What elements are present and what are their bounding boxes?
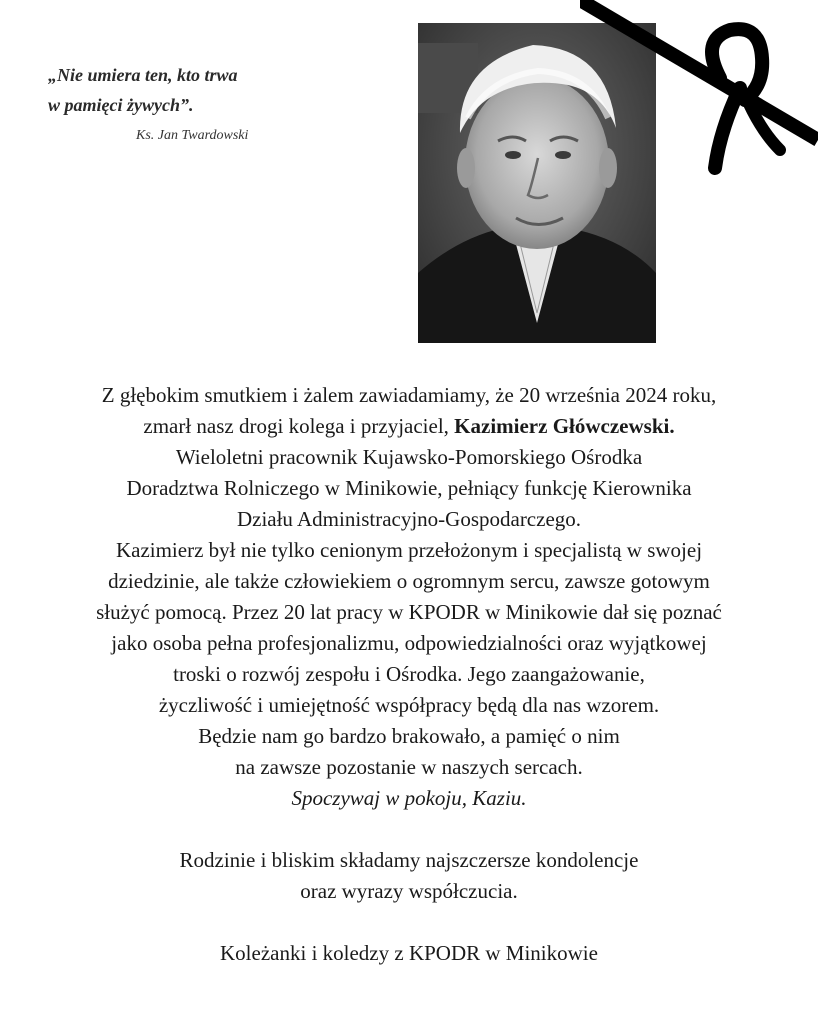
obituary-line: jako osoba pełna profesjonalizmu, odpowiedzialności oraz wyjątkowej — [111, 631, 707, 655]
epigraph — [48, 60, 348, 146]
deceased-name: Kazimierz Główczewski. — [454, 414, 675, 438]
obituary-line: Z głębokim smutkiem i żalem zawiadamiamy, że 20 września 2024 roku, — [101, 383, 717, 407]
mourning-ribbon-icon — [580, 0, 818, 190]
obituary-line: Wieloletni pracownik Kujawsko-Pomorskiego Ośrodka — [175, 445, 643, 469]
obituary-line: na zawsze pozostanie w naszych sercach. — [235, 755, 583, 779]
obituary-line: życzliwość i umiejętność współpracy będą dla nas wzorem. — [158, 693, 660, 717]
obituary-line: Kazimierz był nie tylko cenionym przełożonym i specjalistą w swojej — [115, 538, 703, 562]
condolences-line: oraz wyrazy współczucia. — [300, 879, 518, 903]
obituary-line: troski o rozwój zespołu i Ośrodka. Jego zaangażowanie, — [173, 662, 645, 686]
epigraph-line: w pamięci żywych”. — [48, 95, 194, 115]
obituary-text — [0, 380, 818, 969]
epigraph-line: „Nie umiera ten, kto trwa — [48, 65, 238, 85]
signature: Koleżanki i koledzy z KPODR w Minikowie — [220, 941, 598, 965]
obituary-line: Działu Administracyjno-Gospodarczego. — [236, 507, 582, 531]
obituary-line — [0, 411, 818, 442]
obituary-line: służyć pomocą. Przez 20 lat pracy w KPODR w Minikowie dał się poznać — [96, 600, 722, 624]
epigraph-author: Ks. Jan Twardowski — [136, 128, 249, 143]
obituary-line: Będzie nam go bardzo brakowało, a pamięć o nim — [198, 724, 620, 748]
spacer — [0, 907, 818, 938]
condolences-line: Rodzinie i bliskim składamy najszczersze kondolencje — [179, 848, 639, 872]
obituary-line-prefix: zmarł nasz drogi kolega i przyjaciel, — [143, 414, 455, 438]
farewell-line: Spoczywaj w pokoju, Kaziu. — [291, 786, 527, 810]
spacer — [0, 814, 818, 845]
obituary-line: dziedzinie, ale także człowiekiem o ogromnym sercu, zawsze gotowym — [108, 569, 710, 593]
obituary-line: Doradztwa Rolniczego w Minikowie, pełniący funkcję Kierownika — [126, 476, 692, 500]
